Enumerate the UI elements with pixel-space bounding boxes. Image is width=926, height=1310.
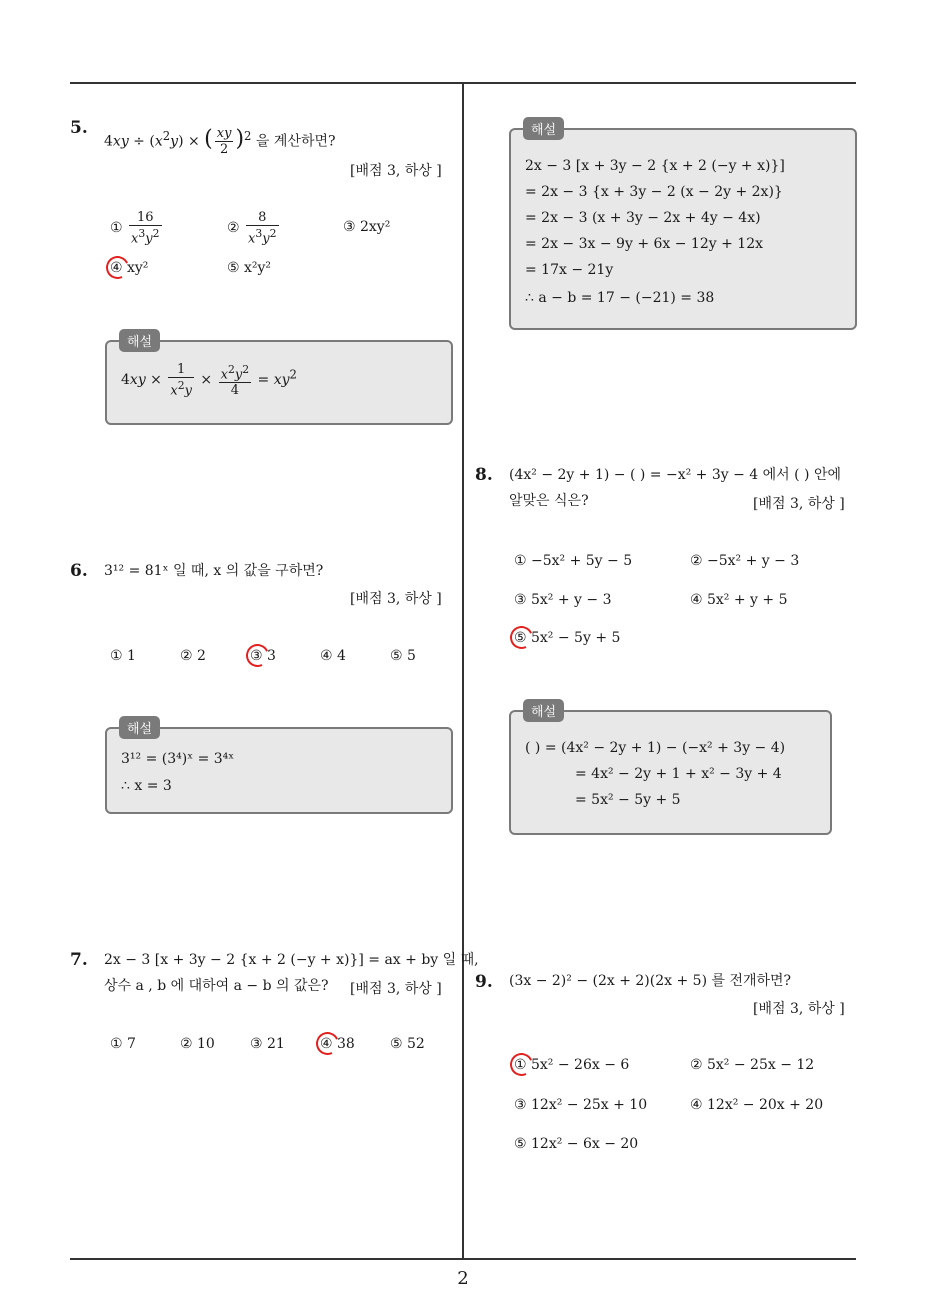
solution-line: = 2x − 3 {x + 3y − 2 (x − 2y + 2x)} (525, 184, 783, 200)
question-line-1: (4x² − 2y + 1) − ( ) = −x² + 3y − 4 에서 ( ) 안에 (509, 467, 842, 483)
choice-2[interactable]: ② 10 (180, 1036, 215, 1052)
page-number: 2 (457, 1268, 469, 1289)
solution-box (509, 705, 832, 835)
solution-line: = 5x² − 5y + 5 (575, 792, 681, 808)
choice-1[interactable]: ① $\frac{16}{x^3y^2}$ (110, 210, 160, 247)
choice-5[interactable]: ⑤ 12x² − 6x − 20 (514, 1136, 639, 1152)
question-text: 3¹² = 81ˣ 일 때, x 의 값을 구하면? (104, 563, 324, 579)
choice-1[interactable]: ① 7 (110, 1036, 136, 1052)
solution-tag: 해설 (523, 699, 564, 722)
choice-4[interactable]: ④ 38 (320, 1036, 355, 1052)
choice-1[interactable]: ① 5x² − 26x − 6 (514, 1057, 629, 1073)
solution-line: ∴ a − b = 17 − (−21) = 38 (525, 290, 715, 306)
choice-2[interactable]: ② 2 (180, 648, 206, 664)
choice-1[interactable]: ① 1 (110, 648, 136, 664)
choice-5[interactable]: ⑤ 5 (390, 648, 416, 664)
score-meta: [배점 3, 하상 ] (753, 496, 845, 512)
question-text: (3x − 2)² − (2x + 2)(2x + 5) 를 전개하면? (509, 973, 792, 989)
solution-tag: 해설 (523, 117, 564, 140)
solution-line: = 17x − 21y (525, 262, 614, 278)
solution-box (105, 722, 453, 814)
solution-box-7 (509, 123, 857, 330)
score-meta: [배점 3, 하상 ] (753, 1001, 845, 1017)
solution-line: ∴ x = 3 (121, 778, 172, 794)
choice-1[interactable]: ① −5x² + 5y − 5 (514, 553, 633, 569)
problem-number: 9. (475, 972, 493, 992)
choice-4[interactable]: ④ 4 (320, 648, 346, 664)
solution-tag: 해설 (119, 329, 160, 352)
question-line-2: 알맞은 식은? (509, 493, 589, 509)
solution-line: 3¹² = (3⁴)ˣ = 3⁴ˣ (121, 751, 235, 767)
question-line-1: 2x − 3 [x + 3y − 2 {x + 2 (−y + x)}] = ax + by 일 때, (104, 952, 479, 968)
problem-number: 7. (70, 950, 88, 970)
solution-tag: 해설 (119, 716, 160, 739)
solution-line: ( ) = (4x² − 2y + 1) − (−x² + 3y − 4) (525, 740, 786, 756)
choice-4[interactable]: ④ 12x² − 20x + 20 (690, 1097, 824, 1113)
choice-2[interactable]: ② −5x² + y − 3 (690, 553, 800, 569)
problem-number: 6. (70, 561, 88, 581)
bottom-rule (70, 1258, 856, 1260)
choice-5[interactable]: ⑤ x²y² (227, 260, 272, 276)
answer-mark (507, 623, 536, 652)
question-suffix: 을 계산하면? (255, 133, 336, 150)
question-line-2: 상수 a , b 에 대하여 a − b 의 값은? (104, 978, 329, 994)
solution-box (105, 335, 453, 425)
solution-line: 4xy × $\frac{1}{x^2y}$ × $\frac{x^2y^2}{4}$ = $xy^2$ (121, 362, 297, 399)
question-text: $4xy \div (x^2y)$ × ( $\frac{xy}{2}$ )$^2$ 을 계산하면? (104, 126, 336, 158)
column-divider (462, 82, 464, 1259)
answer-mark (243, 641, 272, 670)
choice-2[interactable]: ② 5x² − 25x − 12 (690, 1057, 815, 1073)
solution-line: = 2x − 3 (x + 3y − 2x + 4y − 4x) (525, 210, 761, 226)
choice-4[interactable]: ④ xy² (110, 260, 148, 276)
choice-3[interactable]: ③ 2xy² (343, 219, 391, 235)
choice-5[interactable]: ⑤ 52 (390, 1036, 425, 1052)
score-meta: [배점 3, 하상 ] (350, 591, 442, 607)
problem-number: 8. (475, 465, 493, 485)
choice-3[interactable]: ③ 12x² − 25x + 10 (514, 1097, 648, 1113)
problem-number: 5. (70, 118, 88, 138)
choice-3[interactable]: ③ 3 (250, 648, 276, 664)
solution-line: = 4x² − 2y + 1 + x² − 3y + 4 (575, 766, 782, 782)
choice-5[interactable]: ⑤ 5x² − 5y + 5 (514, 630, 620, 646)
choice-4[interactable]: ④ 5x² + y + 5 (690, 592, 788, 608)
choice-3[interactable]: ③ 5x² + y − 3 (514, 592, 612, 608)
score-meta: [배점 3, 하상 ] (350, 163, 442, 179)
answer-mark (507, 1050, 536, 1079)
answer-mark (103, 253, 132, 282)
choice-3[interactable]: ③ 21 (250, 1036, 285, 1052)
solution-line: = 2x − 3x − 9y + 6x − 12y + 12x (525, 236, 763, 252)
solution-line: 2x − 3 [x + 3y − 2 {x + 2 (−y + x)}] (525, 158, 785, 174)
choice-2[interactable]: ② $\frac{8}{x^3y^2}$ (227, 210, 277, 247)
answer-mark (313, 1029, 342, 1058)
score-meta: [배점 3, 하상 ] (350, 981, 442, 997)
